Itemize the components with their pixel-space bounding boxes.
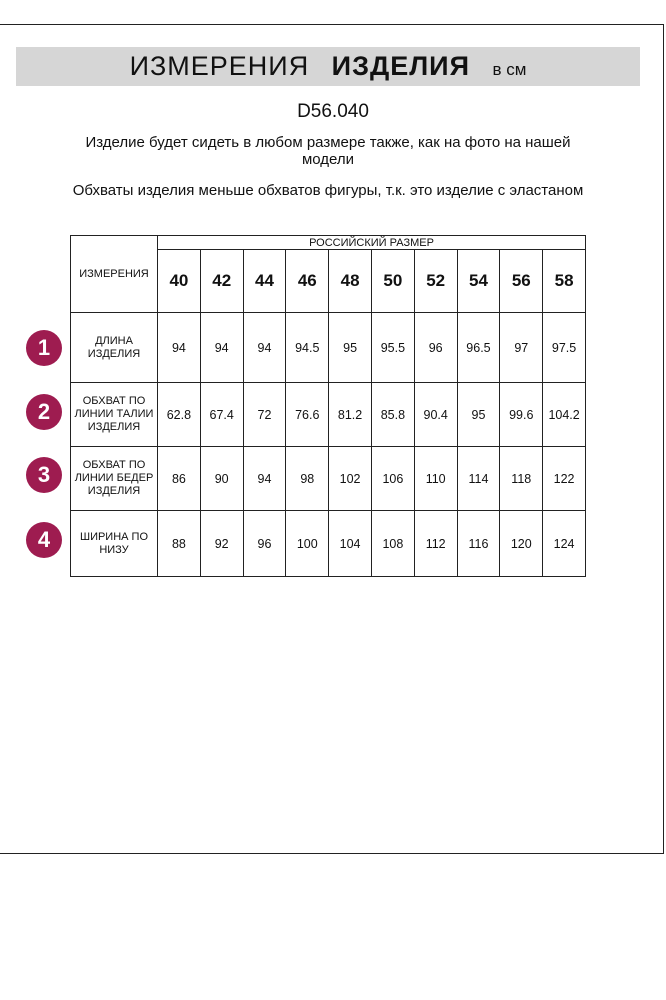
measurement-row: [71, 383, 586, 447]
measurement-row: [71, 447, 586, 511]
title-banner: [16, 47, 640, 86]
measurement-label: ДЛИНА ИЗДЕЛИЯ: [71, 313, 158, 383]
russian-size-header: РОССИЙСКИЙ РАЗМЕР: [158, 236, 586, 250]
row-number-marker: 4: [26, 522, 62, 558]
measurement-value: 124: [543, 511, 586, 577]
measurement-value: 85.8: [371, 383, 414, 447]
measurement-value: 90.4: [414, 383, 457, 447]
fit-note: Изделие будет сидеть в любом размере также, как на фото на нашей модели: [85, 134, 571, 168]
row-number-marker: 2: [26, 394, 62, 430]
measurement-row: [71, 511, 586, 577]
size-header-cell: 58: [543, 250, 586, 313]
measurement-value: 104: [329, 511, 372, 577]
size-header-cell: 40: [158, 250, 201, 313]
size-header-cell: 56: [500, 250, 543, 313]
measurement-value: 86: [158, 447, 201, 511]
measurement-row: [71, 313, 586, 383]
measurement-value: 102: [329, 447, 372, 511]
measurement-label: ШИРИНА ПО НИЗУ: [71, 511, 158, 577]
measurement-value: 116: [457, 511, 500, 577]
measurement-value: 90: [200, 447, 243, 511]
measurement-value: 118: [500, 447, 543, 511]
measurements-header: ИЗМЕРЕНИЯ: [71, 236, 158, 313]
measurement-value: 99.6: [500, 383, 543, 447]
product-code: D56.040: [297, 101, 369, 122]
title-word-measurements: ИЗМЕРЕНИЯ: [129, 51, 310, 81]
measurement-value: 81.2: [329, 383, 372, 447]
size-header-cell: 52: [414, 250, 457, 313]
size-group-header-row: [71, 236, 586, 250]
measurement-value: 72: [243, 383, 286, 447]
measurement-value: 114: [457, 447, 500, 511]
measurement-value: 96.5: [457, 313, 500, 383]
measurement-value: 112: [414, 511, 457, 577]
size-header-cell: 54: [457, 250, 500, 313]
measurement-value: 120: [500, 511, 543, 577]
row-number-marker: 3: [26, 457, 62, 493]
row-number-marker: 1: [26, 330, 62, 366]
measurement-value: 94: [243, 313, 286, 383]
title-unit: в см: [492, 60, 527, 79]
measurement-value: 108: [371, 511, 414, 577]
measurement-value: 110: [414, 447, 457, 511]
measurement-value: 94.5: [286, 313, 329, 383]
size-header-cell: 42: [200, 250, 243, 313]
measurement-label: ОБХВАТ ПО ЛИНИИ БЕДЕР ИЗДЕЛИЯ: [71, 447, 158, 511]
measurement-value: 88: [158, 511, 201, 577]
measurement-value: 67.4: [200, 383, 243, 447]
measurement-value: 92: [200, 511, 243, 577]
measurement-value: 97: [500, 313, 543, 383]
measurement-value: 98: [286, 447, 329, 511]
measurement-value: 95: [329, 313, 372, 383]
measurement-value: 97.5: [543, 313, 586, 383]
measurement-value: 95: [457, 383, 500, 447]
size-header-cell: 48: [329, 250, 372, 313]
measurement-value: 95.5: [371, 313, 414, 383]
measurement-value: 94: [200, 313, 243, 383]
size-header-cell: 50: [371, 250, 414, 313]
measurement-value: 104.2: [543, 383, 586, 447]
measurement-value: 96: [243, 511, 286, 577]
size-header-cell: 46: [286, 250, 329, 313]
elastane-note: Обхваты изделия меньше обхватов фигуры, т.к. это изделие с эластаном: [72, 182, 584, 199]
size-header-cell: 44: [243, 250, 286, 313]
measurement-value: 94: [243, 447, 286, 511]
title-word-garment: ИЗДЕЛИЯ: [331, 51, 470, 81]
measurement-value: 96: [414, 313, 457, 383]
measurement-label: ОБХВАТ ПО ЛИНИИ ТАЛИИ ИЗДЕЛИЯ: [71, 383, 158, 447]
measurement-value: 62.8: [158, 383, 201, 447]
measurement-value: 94: [158, 313, 201, 383]
measurement-value: 122: [543, 447, 586, 511]
measurement-value: 106: [371, 447, 414, 511]
measurement-value: 100: [286, 511, 329, 577]
measurement-value: 76.6: [286, 383, 329, 447]
size-chart-table: [70, 235, 586, 577]
